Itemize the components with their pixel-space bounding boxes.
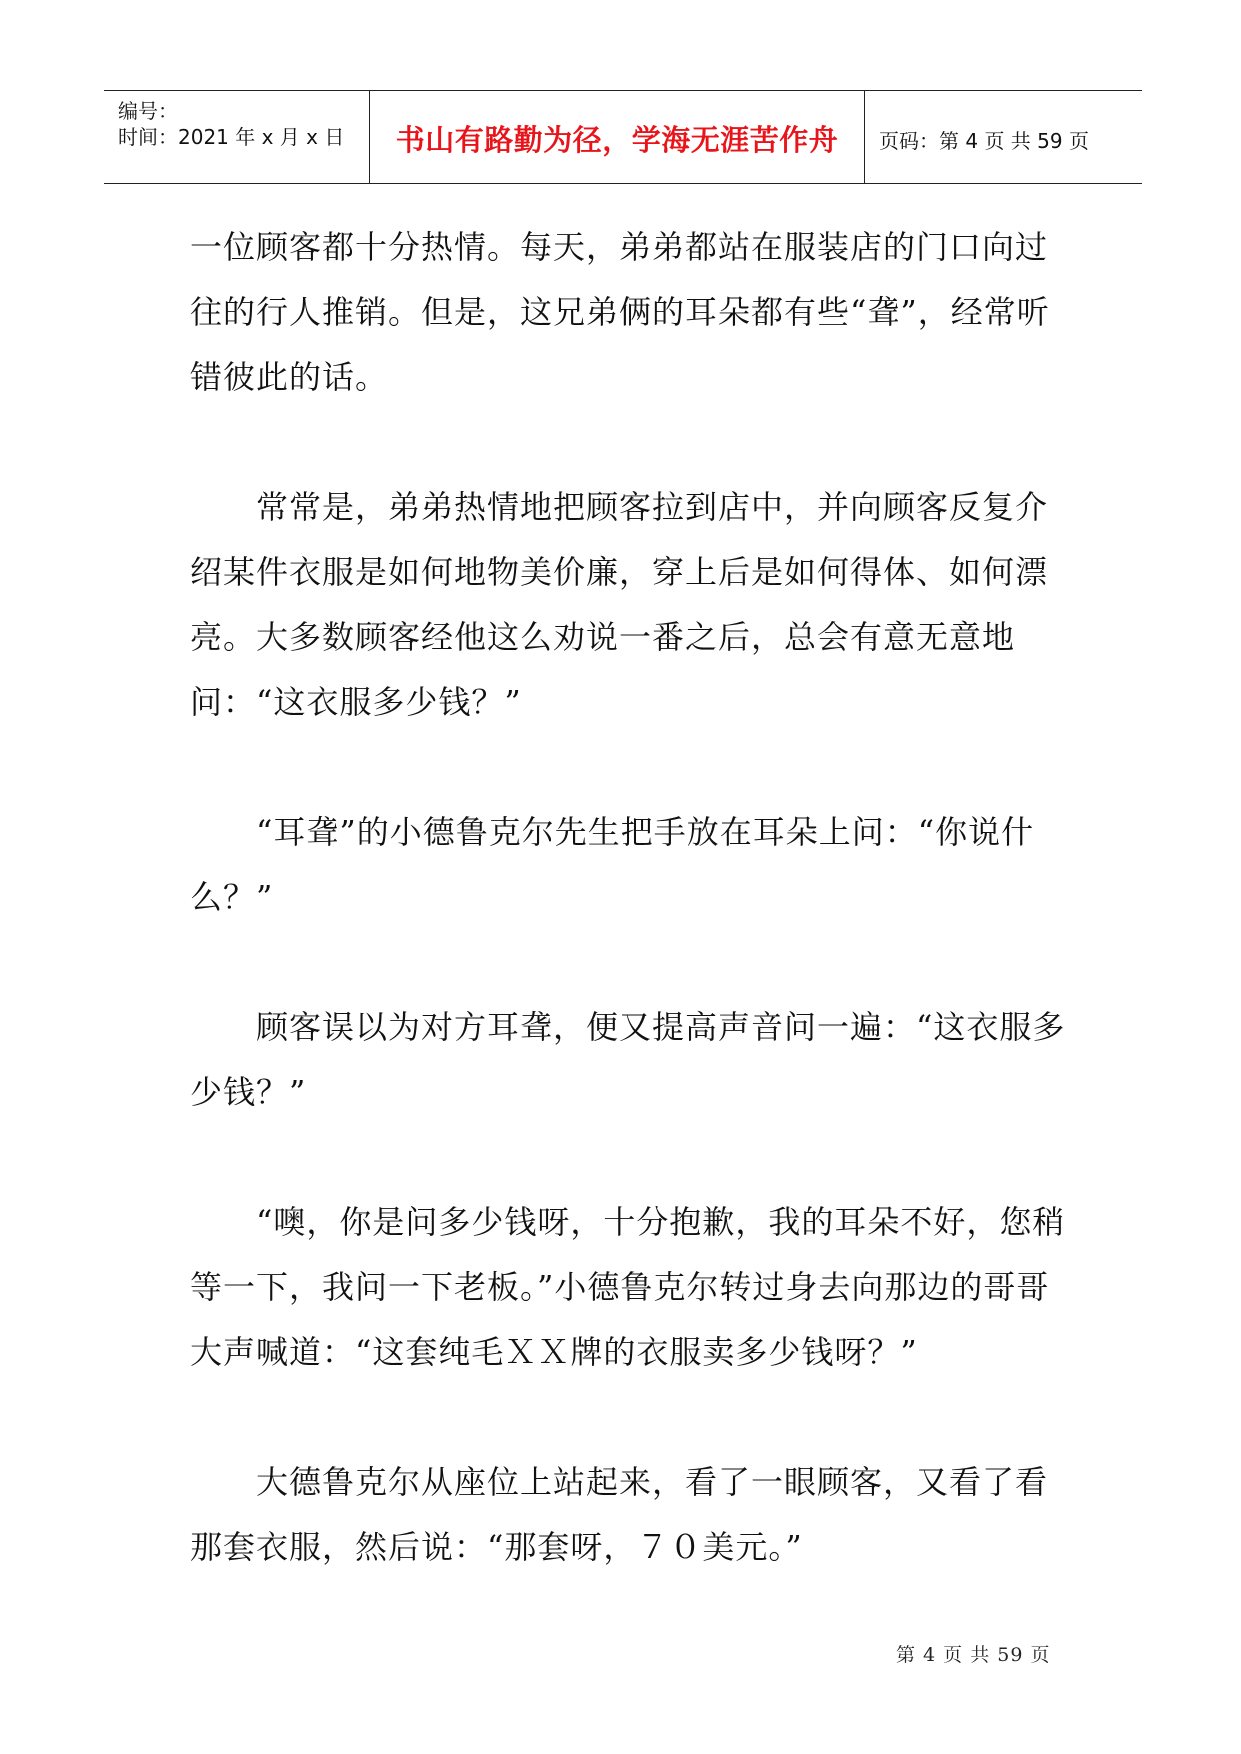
header-page-code: 页码：第 4 页 共 59 页 [879,129,1089,153]
document-time-label: 时间：2021 年 x 月 x 日 [118,125,345,149]
document-header [104,90,1142,184]
body-paragraph: 顾客误以为对方耳聋，便又提高声音问一遍：“这衣服多少钱？” [190,1008,1066,1111]
body-paragraph: 常常是，弟弟热情地把顾客拉到店中，并向顾客反复介绍某件衣服是如何地物美价廉，穿上后是如何得体、如何漂亮。大多数顾客经他这么劝说一番之后，总会有意无意地问：“这衣服多少钱？” [190,488,1049,721]
document-body [190,215,1070,1580]
document-number-label: 编号： [118,99,178,123]
header-meta-cell [104,91,369,183]
header-motto: 书山有路勤为径，学海无涯苦作舟 [395,123,839,157]
body-paragraph: 一位顾客都十分热情。每天，弟弟都站在服装店的门口向过往的行人推销。但是，这兄弟俩的耳朵都有些“聋”，经常听错彼此的话。 [190,228,1050,396]
body-paragraph: “耳聋”的小德鲁克尔先生把手放在耳朵上问：“你说什么？” [190,813,1035,916]
page-footer: 第 4 页 共 59 页 [896,1644,1051,1666]
body-paragraph: “噢，你是问多少钱呀，十分抱歉，我的耳朵不好，您稍等一下，我问一下老板。”小德鲁克尔转过身去向那边的哥哥大声喊道：“这套纯毛ＸＸ牌的衣服卖多少钱呀？” [190,1203,1066,1371]
header-motto-cell [369,91,865,183]
header-page-cell [865,91,1142,183]
body-paragraph: 大德鲁克尔从座位上站起来，看了一眼顾客，又看了看那套衣服，然后说：“那套呀，７０美元。” [190,1463,1049,1566]
